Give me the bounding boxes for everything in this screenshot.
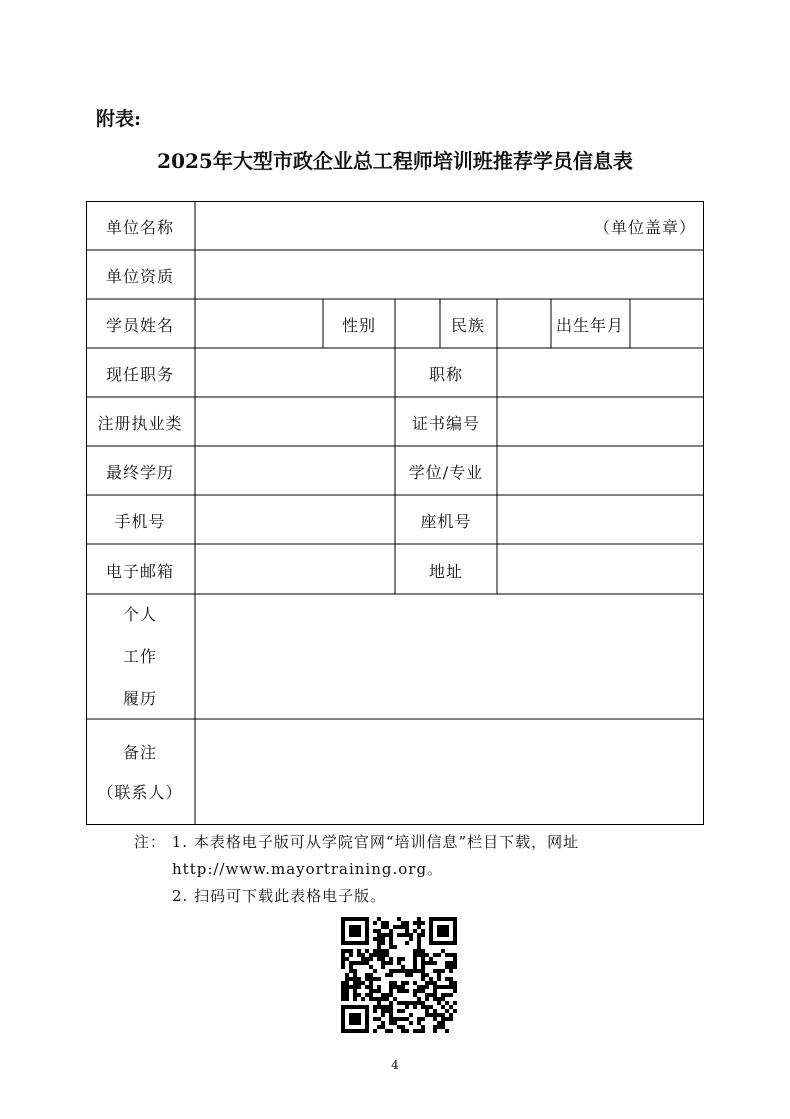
title-label: 职称 bbox=[428, 365, 464, 384]
student-name-label: 学员姓名 bbox=[105, 316, 175, 335]
qr-code[interactable] bbox=[338, 914, 460, 1036]
ethnicity-label: 民族 bbox=[450, 316, 486, 335]
unit-name-label: 单位名称 bbox=[105, 218, 175, 237]
resume-label-line2: 工作 bbox=[122, 647, 158, 666]
mobile-label: 手机号 bbox=[114, 512, 166, 531]
address-label: 地址 bbox=[428, 562, 464, 581]
resume-label-line1: 个人 bbox=[122, 605, 158, 624]
gender-label: 性别 bbox=[341, 316, 377, 335]
position-label: 现任职务 bbox=[105, 365, 175, 384]
unit-stamp-note: （单位盖章） bbox=[593, 218, 696, 237]
notes bbox=[134, 829, 579, 910]
page-title: 2025年大型市政企业总工程师培训班推荐学员信息表 bbox=[157, 149, 633, 173]
contact-person-label: （联系人） bbox=[97, 783, 183, 802]
resume-label-line3: 履历 bbox=[122, 689, 158, 708]
attachment-label: 附表: bbox=[96, 108, 142, 130]
remarks-label: 备注 bbox=[122, 743, 158, 762]
info-form-table bbox=[86, 201, 704, 825]
birth-date-label: 出生年月 bbox=[555, 316, 625, 335]
certificate-number-label: 证书编号 bbox=[411, 414, 481, 433]
unit-qualification-label: 单位资质 bbox=[105, 267, 175, 286]
landline-label: 座机号 bbox=[420, 512, 472, 531]
degree-major-label: 学位/专业 bbox=[408, 463, 484, 482]
note-line-3: 2. 扫码可下载此表格电子版。 bbox=[172, 887, 387, 905]
education-label: 最终学历 bbox=[105, 463, 175, 482]
qr-code-graphic bbox=[338, 914, 460, 1036]
page-number: 4 bbox=[391, 1058, 399, 1072]
note-line-2: http://www.mayortraining.org。 bbox=[172, 860, 444, 878]
registered-practice-label: 注册执业类 bbox=[97, 414, 183, 433]
note-line-1: 注： 1. 本表格电子版可从学院官网“培训信息”栏目下载，网址 bbox=[134, 833, 580, 851]
table-grid bbox=[86, 201, 704, 825]
email-label: 电子邮箱 bbox=[105, 562, 175, 581]
